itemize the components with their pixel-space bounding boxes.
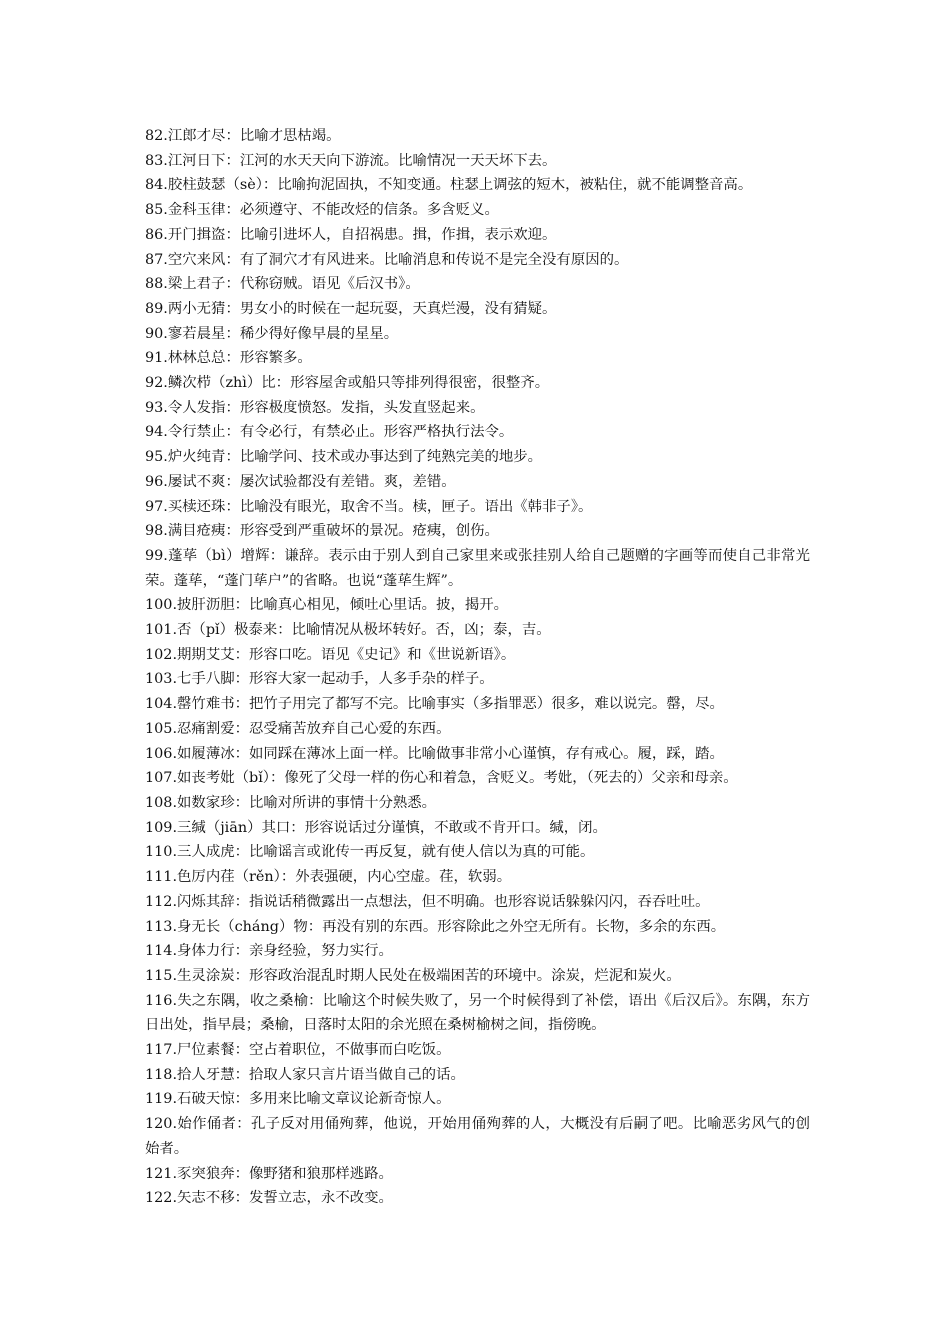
idiom-entry: 110.三人成虎：比喻谣言或讹传一再反复，就有使人信以为真的可能。 — [145, 844, 595, 861]
idiom-entry: 100.披肝沥胆：比喻真心相见，倾吐心里话。披，揭开。 — [145, 597, 509, 614]
idiom-entry: 113.身无长（cháng）物：再没有别的东西。形容除此之外空无所有。长物，多余的东西。 — [145, 918, 726, 935]
idiom-entry: 114.身体力行：亲身经验，努力实行。 — [145, 943, 393, 960]
idiom-entry: 121.豕突狼奔：像野猪和狼那样逃路。 — [145, 1165, 393, 1182]
idiom-entry: 117.尸位素餐：空占着职位，不做事而白吃饭。 — [145, 1042, 451, 1059]
idiom-entry: 87.空穴来风：有了洞穴才有风进来。比喻消息和传说不是完全没有原因的。 — [145, 251, 629, 268]
idiom-entry: 98.满目疮痍：形容受到严重破坏的景况。疮痍，创伤。 — [145, 523, 499, 540]
idiom-entry: 101.否（pǐ）极泰来：比喻情况从极坏转好。否，凶；泰，吉。 — [145, 622, 551, 639]
idiom-entry: 106.如履薄冰：如同踩在薄冰上面一样。比喻做事非常小心谨慎，存有戒心。履，踩，踏。 — [145, 745, 724, 762]
idiom-entry: 95.炉火纯青：比喻学问、技术或办事达到了纯熟完美的地步。 — [145, 449, 543, 466]
idiom-entry: 105.忍痛割爱：忍受痛苦放弃自己心爱的东西。 — [145, 720, 451, 737]
idiom-entry: 83.江河日下：江河的水天天向下游流。比喻情况一天天坏下去。 — [145, 152, 557, 169]
idiom-entry: 116.失之东隅，收之桑榆：比喻这个时候失败了，另一个时候得到了补偿，语出《后汉后》。东隅，东方日出处，指早晨；桑榆，日落时太阳的余光照在桑树榆树之间，指傍晚。 — [145, 992, 810, 1034]
idiom-entry: 86.开门揖盗：比喻引进坏人，自招祸患。揖，作揖，表示欢迎。 — [145, 226, 557, 243]
idiom-entry: 84.胶柱鼓瑟（sè）：比喻拘泥固执，不知变通。柱瑟上调弦的短木，被粘住，就不能调整音高。 — [145, 177, 753, 194]
idiom-entry: 91.林林总总：形容繁多。 — [145, 350, 312, 367]
idiom-entry: 120.始作俑者：孔子反对用俑殉葬，他说，开始用俑殉葬的人，大概没有后嗣了吧。比喻恶劣风气的创始者。 — [145, 1116, 810, 1157]
idiom-entry: 107.如丧考妣（bǐ）：像死了父母一样的伤心和着急，含贬义。考妣，（死去的）父亲和母亲。 — [145, 770, 738, 787]
idiom-entry: 93.令人发指：形容极度愤怒。发指，头发直竖起来。 — [145, 399, 485, 416]
idiom-entry: 118.拾人牙慧：拾取人家只言片语当做自己的话。 — [145, 1066, 465, 1083]
idiom-entry: 119.石破天惊：多用来比喻文章议论新奇惊人。 — [145, 1091, 451, 1108]
idiom-entry: 111.色厉内荏（rěn）：外表强硬，内心空虚。荏，软弱。 — [145, 869, 512, 886]
idiom-entry: 92.鳞次栉（zhì）比：形容屋舍或船只等排列得很密，很整齐。 — [145, 375, 550, 392]
idiom-entry: 89.两小无猜：男女小的时候在一起玩耍，天真烂漫，没有猜疑。 — [145, 300, 557, 317]
idiom-entry: 96.屡试不爽：屡次试验都没有差错。爽，差错。 — [145, 473, 456, 490]
idiom-list — [145, 124, 810, 1211]
idiom-entry: 103.七手八脚：形容大家一起动手，人多手杂的样子。 — [145, 671, 494, 688]
idiom-entry: 90.寥若晨星：稀少得好像早晨的星星。 — [145, 325, 399, 342]
idiom-entry: 99.蓬荜（bì）增辉：谦辞。表示由于别人到自己家里来或张挂别人给自己题赠的字画等而使自己非常光荣。蓬荜，“蓬门荜户”的省略。也说“蓬荜生辉”。 — [145, 547, 810, 589]
idiom-entry: 122.矢志不移：发誓立志，永不改变。 — [145, 1190, 393, 1207]
idiom-entry: 108.如数家珍：比喻对所讲的事情十分熟悉。 — [145, 794, 437, 811]
idiom-entry: 112.闪烁其辞：指说话稍微露出一点想法，但不明确。也形容说话躲躲闪闪，吞吞吐吐。 — [145, 893, 710, 910]
idiom-entry: 115.生灵涂炭：形容政治混乱时期人民处在极端困苦的环境中。涂炭，烂泥和炭火。 — [145, 967, 681, 984]
idiom-entry: 85.金科玉律：必须遵守、不能改烃的信条。多含贬义。 — [145, 202, 499, 219]
idiom-entry: 88.梁上君子：代称窃贼。语见《后汉书》。 — [145, 276, 420, 293]
idiom-entry: 109.三缄（jiān）其口：形容说话过分谨慎，不敢或不肯开口。缄，闭。 — [145, 819, 607, 836]
idiom-entry: 102.期期艾艾：形容口吃。语见《史记》和《世说新语》。 — [145, 646, 516, 663]
idiom-entry: 97.买椟还珠：比喻没有眼光，取舍不当。椟，匣子。语出《韩非子》。 — [145, 498, 593, 515]
idiom-entry: 82.江郎才尽：比喻才思枯竭。 — [145, 128, 341, 144]
idiom-entry: 104.罄竹难书：把竹子用完了都写不完。比喻事实（多指罪恶）很多，难以说完。罄，尽。 — [145, 696, 724, 713]
idiom-entry: 94.令行禁止：有令必行，有禁必止。形容严格执行法令。 — [145, 424, 514, 441]
